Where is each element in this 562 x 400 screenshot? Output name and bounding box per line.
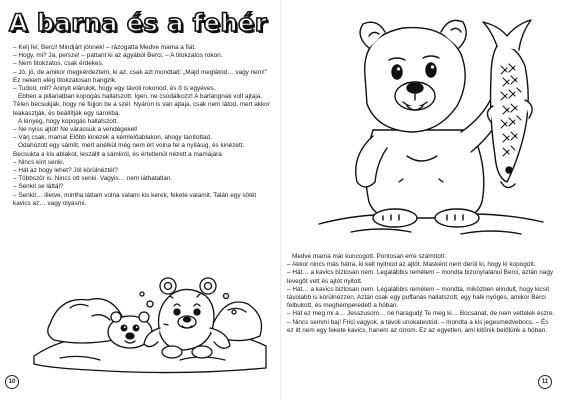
story-paragraph: – Hát az hogy lehet? Jól körülnéztél? [13,167,118,175]
story-paragraph: – Akkor nincs más hátra, ki kell nyitnod az ajtót. Másként nem derül ki, hogy ki kopogott. [287,261,536,269]
bears-in-snow-illustration [30,236,270,376]
story-paragraph: – Hogy, mi? Ja, persze! – pattant ki az ágyából Berci. – A titokzatos rokon. [13,52,223,60]
story-paragraph: – Többször is. Nincs ott senki. Vagyis… nem láthatatlan. [13,175,173,183]
story-paragraph: Medve mama már kuncogott. Pontosan erre számított. [292,253,447,260]
story-paragraph: – Senkit se láttál? [13,183,64,191]
story-paragraph: – Nincs kint senki. [13,158,65,166]
story-paragraph: A lényeg, hogy kopogás hallatszott. [18,117,119,125]
left-story-text [13,44,271,208]
story-paragraph: – Hát ez meg mi a… Jesszusom… ne haragudj! Te meg ki… Bocsánat, de nem vettelek észre. [287,310,555,318]
story-paragraph: – Senkit… illetve, mintha láttam volna valami kis kerek, fekete valamit. Talán egy sötét kavics az… vagy olyasmi. [13,191,257,207]
story-paragraph: – Nem titokzatos, csak érdekes. [13,60,104,68]
right-story-text [287,253,555,335]
story-paragraph: – Hát… a kavics biztosan nem. Legalábbis remélem – mondta bizonytalanul Berci, aztán nagy levegőt vett és ajtót nyitott. [287,269,554,285]
story-paragraph: – Hát… a kavics biztosan nem. Legalábbis remélem – mondta, miközben elindult, hogy kicsit távolabb is körülnézzen. Aztán csak egy puffanás hallatszott, egy halk nyögés, amikor Berci felbukott, és meghemperedett a hóban. [287,285,550,310]
story-paragraph: – Nincs semmi baj! Frici vagyok, a távoli unokatestód. – mondta a kis jegesmedvebocs. – És ez itt nem egy fekete kavics, hanem az orrom. Ez az egyetlen, ami kitűnik belőlünk a hóban. [287,318,549,334]
page-title: A barna és a fehér [9,9,268,37]
polar-bear-with-fish-illustration [311,6,551,246]
story-paragraph: – Jó, jó, de amikor megkérdeztem, ki az, csak azt mondtad: „Majd meglátod… vagy nem!” Ez nekem elég titokzatosan hangzik. [13,68,267,84]
story-paragraph: – Tudod, mit? Annyit elárulok, hogy egy távoli rokonod, és ő is egyéves. [13,85,216,93]
story-paragraph: – Várj csak, mama! Előbb kinézek a kémlelőablakon, ahogy tanítottad. [13,134,212,142]
story-paragraph: – Ne nyiss ajtót! Ne várassuk a vendégeket! [13,126,138,134]
page-number-left: 10 [5,375,19,389]
story-paragraph: Ebben a pillanatban kopogás hallatszott. Igen, ne csodálkozz! A barlangnak volt ajtaja. Télen becsukják, hogy ne fújjon be a szél. Nyáron is van ajtaja, csak nem látod, mert akkor leakasztják, és beállítják egy sarokba. [13,93,270,117]
right-page [281,0,562,400]
story-paragraph: Odahúzott egy sámlit, mert anélkül még nem ért volna fel a nyílásig, és kinézett. Becsukta a kis ablakot, leszállt a sámliról, és értetlenül nézett a mamájára. [13,142,245,158]
story-paragraph: – Kelj fel, Berci! Mindjárt jönnek! – rázogatta Medve mama a fiát. [13,44,196,51]
page-number-right: 11 [538,375,552,389]
